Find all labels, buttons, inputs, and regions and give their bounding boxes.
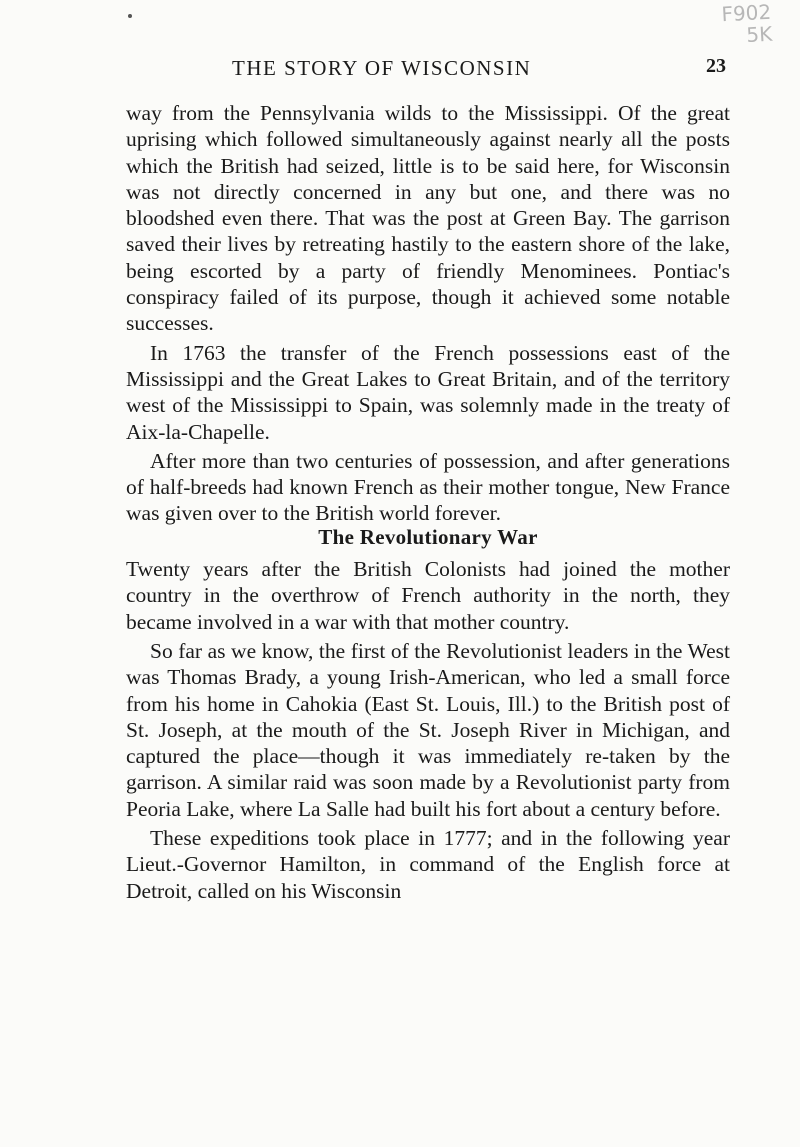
section-heading: The Revolutionary War (318, 524, 538, 549)
paragraph: Twenty years after the British Colonists had joined the mother country in the overthrow of French authority in the north, they became involved in a war with that mother country. (126, 557, 730, 634)
paragraph: These expeditions took place in 1777; and in the following year Lieut.-Governor Hamilton, in command of the English force at Detroit, called on his Wisconsin (126, 826, 730, 903)
book-title: THE STORY OF WISCONSIN (232, 56, 532, 80)
paragraph: After more than two centuries of possession, and after generations of half-breeds had known French as their mother tongue, New France was given over to the British world forever. (126, 448, 730, 526)
scan-speck (128, 14, 132, 18)
paragraph: way from the Pennsylvania wilds to the Mississippi. Of the great uprising which followed simultaneously against nearly all the posts which the British had seized, little is to be said here, for Wisconsin was not directly concerned in any but one, and there was no bloodshed even there. That was the post at Green Bay. The garrison saved their lives by retreating hastily to the eastern shore of the lake, being escorted by a party of friendly Menominees. Pontiac's conspiracy failed of its purpose, though it achieved some notable successes. (126, 101, 730, 336)
annotation-line-1: F902 (721, 0, 773, 27)
annotation-line-2: 5K (746, 21, 774, 48)
paragraph: In 1763 the transfer of the French possessions east of the Mississippi and the Great Lakes to Great Britain, and of the territory west of the Mississippi to Spain, was solemnly made in the treaty of Aix-la-Chapelle. (126, 340, 730, 444)
paragraph: So far as we know, the first of the Revolutionist leaders in the West was Thomas Brady, a young Irish-American, who led a small force from his home in Cahokia (East St. Louis, Ill.) to the British post of St. Joseph, at the mouth of the St. Joseph River in Michigan, and captured the place—though it was immediately re-taken by the garrison. A similar raid was soon made by a Revolutionist party from Peoria Lake, where La Salle had built his fort about a century before. (126, 638, 730, 821)
pencil-annotation (721, 1, 773, 48)
running-header (232, 56, 730, 81)
page-body (126, 100, 730, 904)
page-number: 23 (706, 55, 726, 77)
